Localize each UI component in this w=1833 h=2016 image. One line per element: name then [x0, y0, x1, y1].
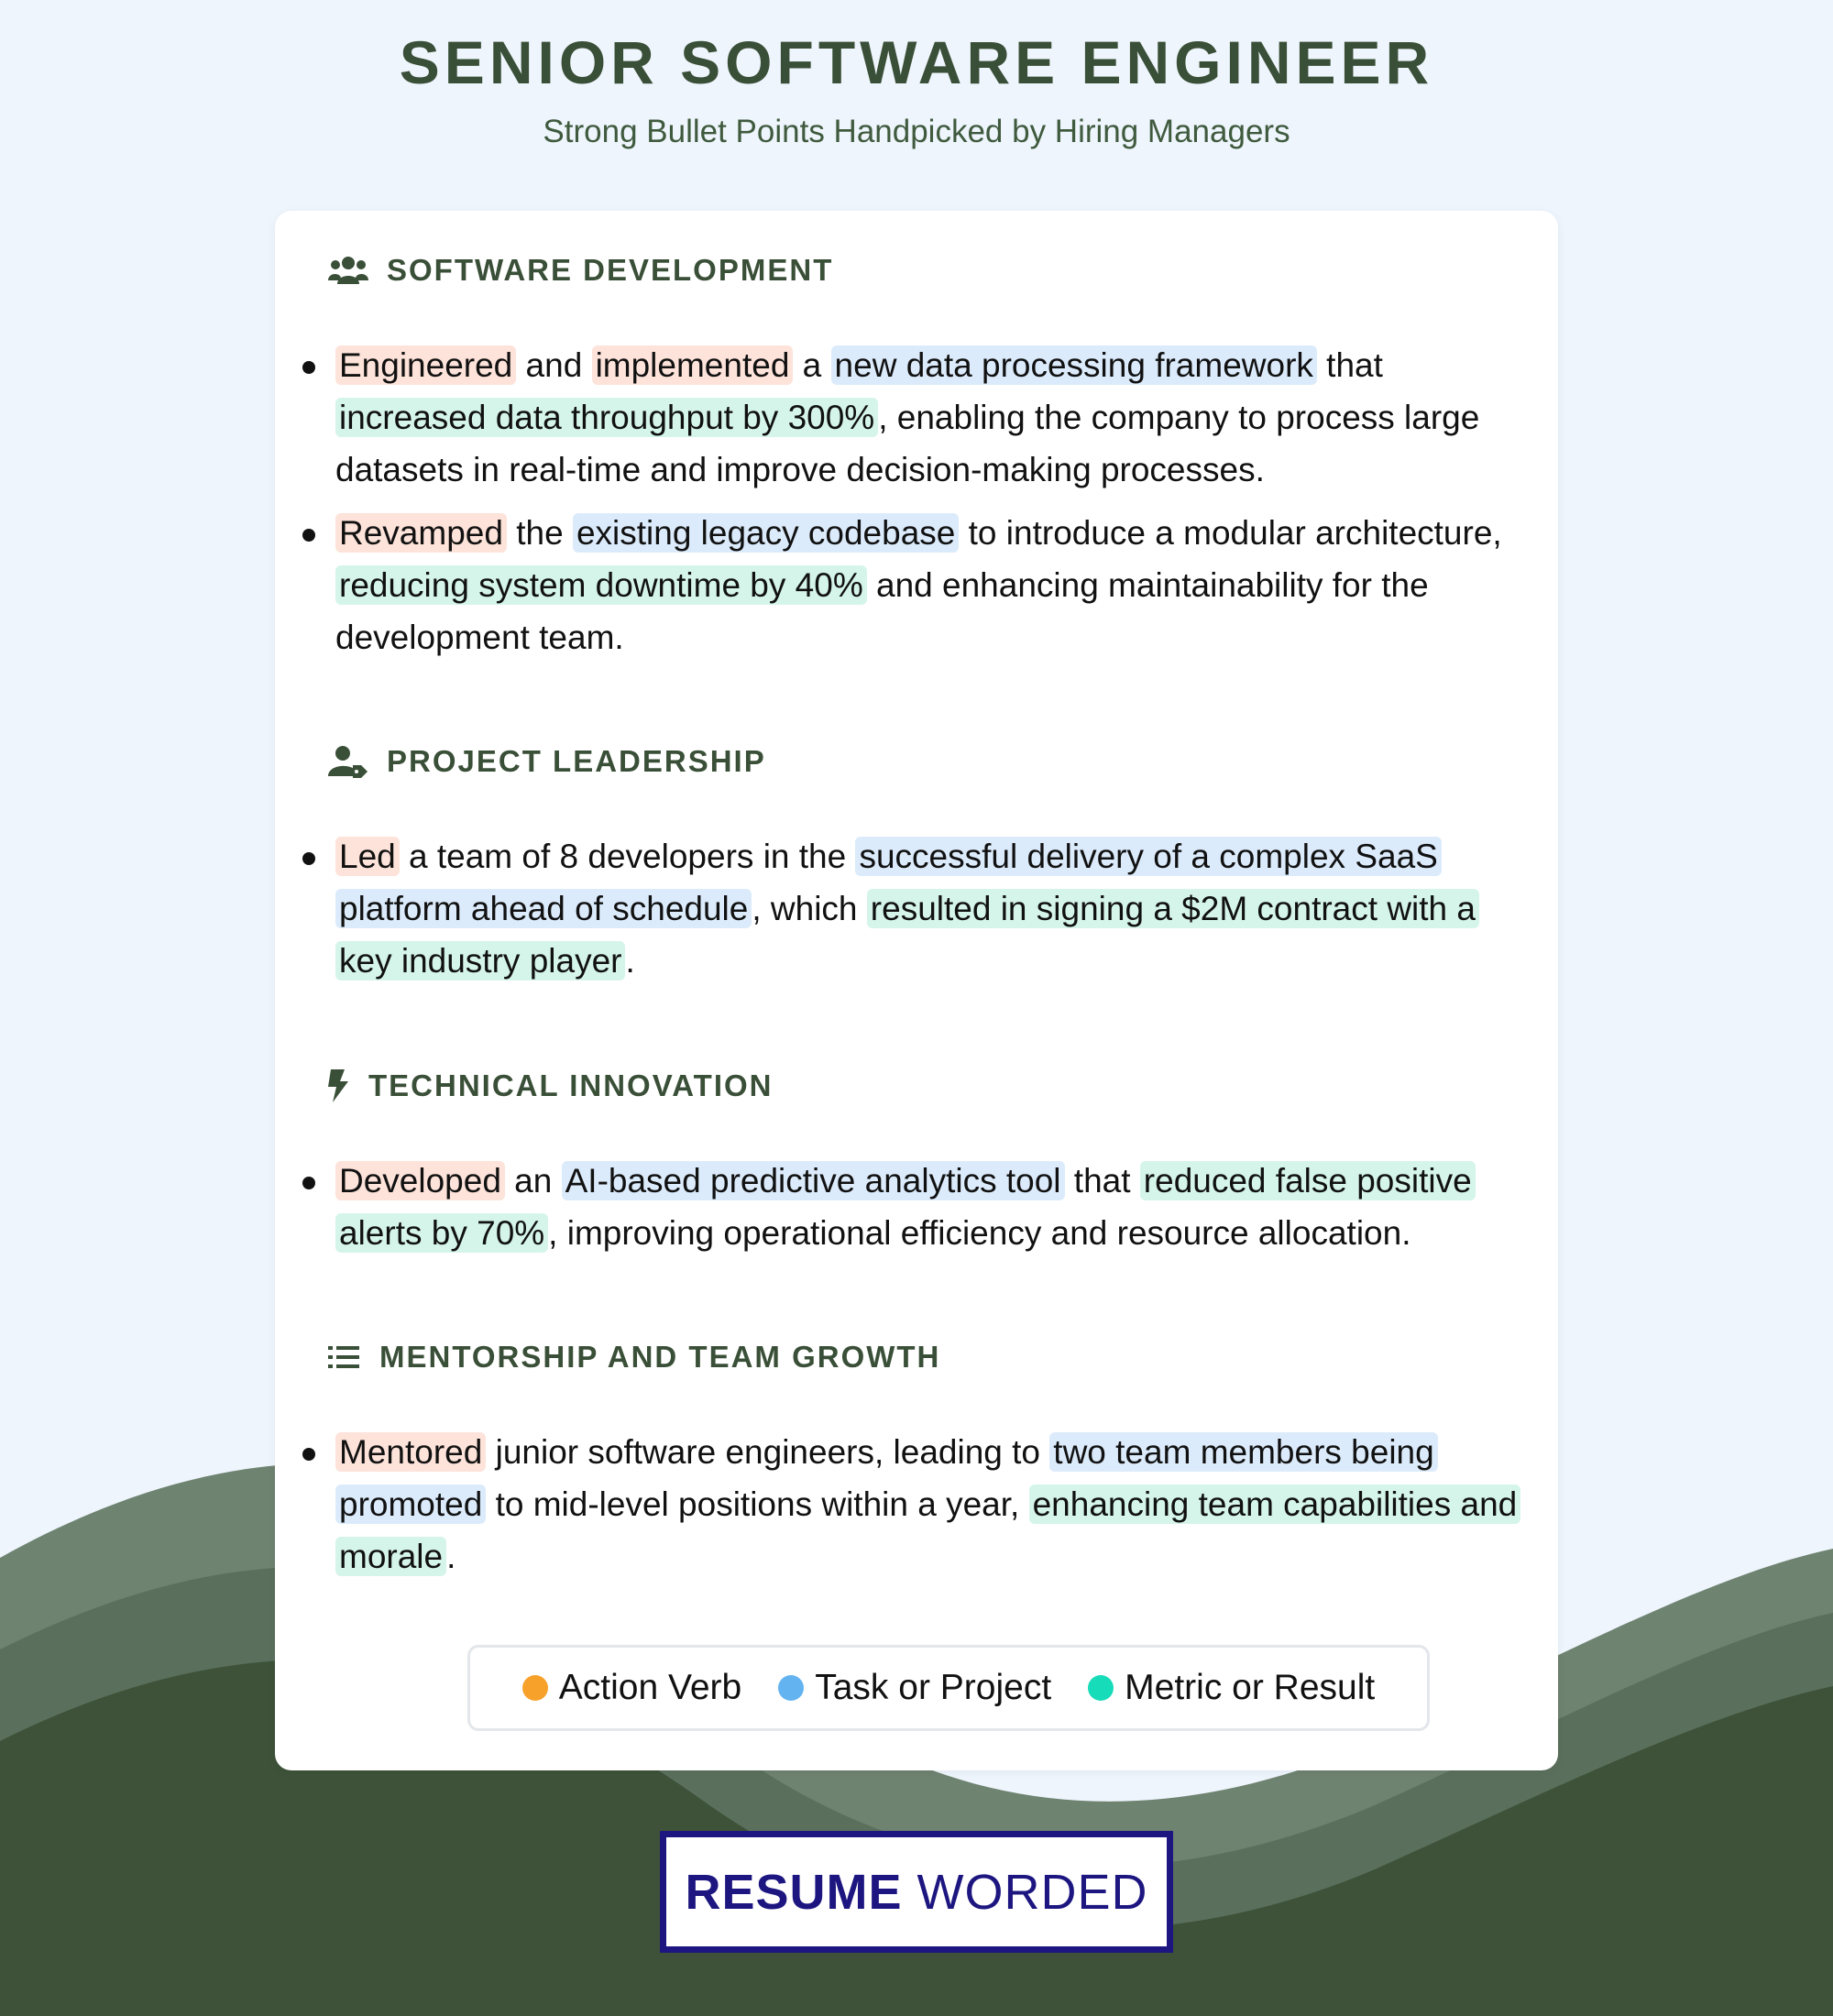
action-verb-highlight: Developed — [335, 1161, 505, 1200]
logo-text-bold: RESUME — [685, 1864, 903, 1920]
section-header — [328, 1334, 1558, 1380]
task-highlight: successful delivery of a complex SaaS platform ahead of schedule — [335, 837, 1442, 928]
bolt-icon — [328, 1068, 350, 1104]
section-header — [328, 247, 1558, 293]
section-software-development — [275, 247, 1558, 674]
page-subtitle: Strong Bullet Points Handpicked by Hiring Managers — [543, 114, 1290, 149]
section-technical-innovation — [275, 1063, 1558, 1270]
task-highlight: AI-based predictive analytics tool — [562, 1161, 1065, 1200]
section-project-leadership — [275, 739, 1558, 998]
users-icon — [328, 252, 368, 289]
bullet-list — [275, 1426, 1558, 1583]
logo-text-light: WORDED — [916, 1864, 1148, 1920]
resume-worded-logo — [660, 1831, 1173, 1953]
list-icon — [328, 1339, 361, 1375]
bullet-item: Developed an AI-based predictive analytics tool that reduced false positive alerts by 70% , improving operational efficiency and resource allocation. — [275, 1155, 1558, 1259]
legend-label: Task or Project — [815, 1668, 1052, 1707]
action-verb-highlight: implemented — [592, 345, 794, 385]
section-title: TECHNICAL INNOVATION — [368, 1068, 774, 1102]
task-highlight: new data processing framework — [831, 345, 1317, 385]
action-verb-highlight: Led — [335, 837, 400, 876]
teal-dot-icon — [1088, 1675, 1114, 1701]
bullet-item: Mentored junior software engineers, leading to two team members being promoted to mid-level positions within a year, enhancing team capabilities and morale . — [275, 1426, 1558, 1583]
section-title: SOFTWARE DEVELOPMENT — [387, 253, 834, 287]
legend-label: Action Verb — [558, 1668, 742, 1707]
metric-highlight: resulted in signing a $2M contract with a key industry player — [335, 889, 1479, 981]
page-header — [0, 27, 1833, 150]
section-title: MENTORSHIP AND TEAM GROWTH — [379, 1340, 941, 1374]
action-verb-highlight: Mentored — [335, 1432, 486, 1472]
section-mentorship-team-growth — [275, 1334, 1558, 1594]
user-tag-icon — [328, 743, 368, 780]
orange-dot-icon — [522, 1675, 548, 1701]
section-title: PROJECT LEADERSHIP — [387, 744, 766, 778]
highlight-legend — [467, 1645, 1430, 1731]
action-verb-highlight: Engineered — [335, 345, 516, 385]
bullet-list — [275, 339, 1558, 663]
metric-highlight: reducing system downtime by 40% — [335, 565, 867, 605]
blue-dot-icon — [778, 1675, 804, 1701]
metric-highlight: enhancing team capabilities and morale — [335, 1485, 1520, 1576]
page-title: SENIOR SOFTWARE ENGINEER — [399, 28, 1434, 96]
action-verb-highlight: Revamped — [335, 513, 507, 553]
bullet-list — [275, 1155, 1558, 1259]
legend-label: Metric or Result — [1125, 1668, 1376, 1707]
section-header — [328, 1063, 1558, 1109]
task-highlight: two team members being promoted — [335, 1432, 1438, 1524]
task-highlight: existing legacy codebase — [573, 513, 959, 553]
legend-task-or-project — [778, 1668, 1051, 1708]
bullet-list — [275, 830, 1558, 987]
bullet-item: Revamped the existing legacy codebase to introduce a modular architecture, reducing system downtime by 40% and enhancing maintainability for the development team. — [275, 507, 1558, 663]
metric-highlight: reduced false positive alerts by 70% — [335, 1161, 1476, 1253]
bullet-item: Led a team of 8 developers in the successful delivery of a complex SaaS platform ahead of schedule , which resulted in signing a $2M contract with a key industry player . — [275, 830, 1558, 987]
bullet-item: Engineered and implemented a new data processing framework that increased data throughput by 300% , enabling the company to process large datasets in real-time and improve decision-making processes. — [275, 339, 1558, 496]
bullet-points-card — [275, 211, 1558, 1770]
metric-highlight: increased data throughput by 300% — [335, 398, 878, 437]
legend-metric-or-result — [1088, 1668, 1375, 1708]
legend-action-verb — [522, 1668, 741, 1708]
section-header — [328, 739, 1558, 784]
